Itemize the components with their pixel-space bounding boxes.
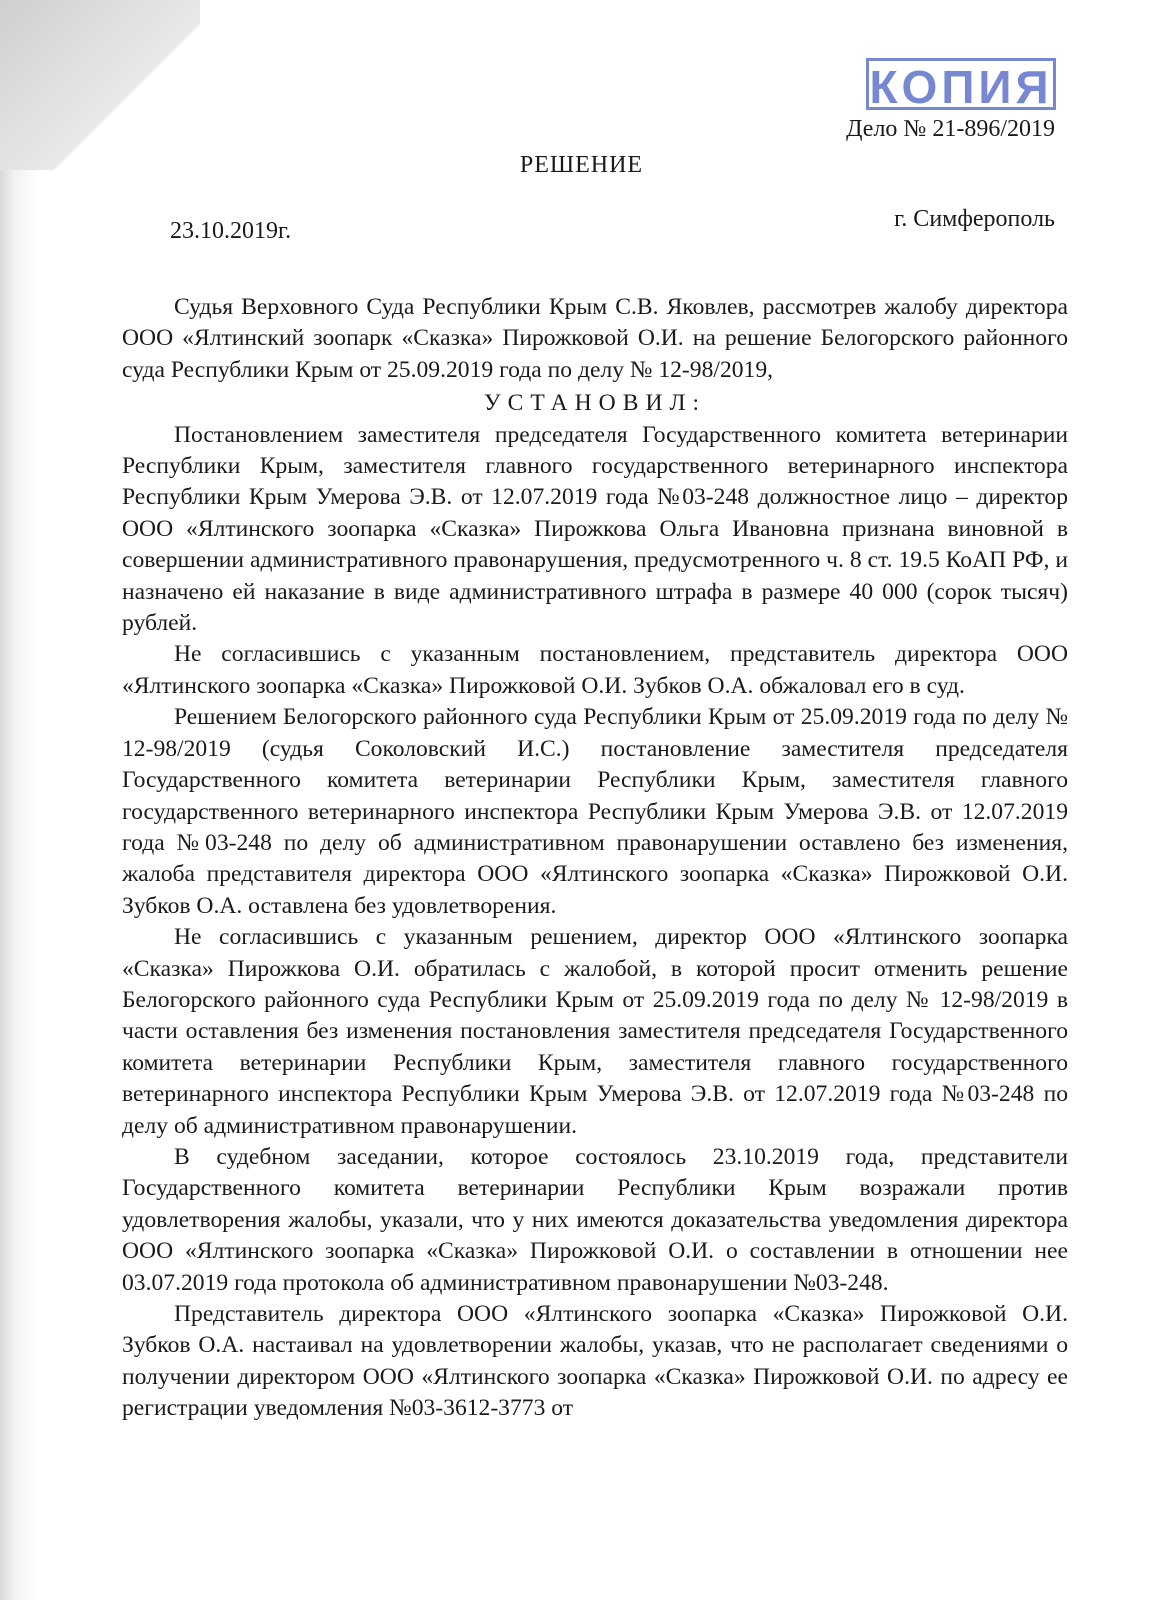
document-body bbox=[122, 292, 1068, 1425]
paragraph-4: Не согласившись с указанным решением, директор ООО «Ялтинского зоопарка «Сказка» Пирожкова О.И. обратилась с жалобой, в которой просит отменить решение Белогорского районного суда Республики Крым от 25.09.2019 года по делу № 12-98/2019 в части оставления без изменения постановления заместителя председателя Государственного комитета ветеринарии Республики Крым, заместителя главного государственного ветеринарного инспектора Республики Крым Умерова Э.В. от 12.07.2019 года №03-248 по делу об административном правонарушении. bbox=[122, 924, 1068, 1139]
paragraph-6: Представитель директора ООО «Ялтинского зоопарка «Сказка» Пирожковой О.И. Зубков О.А. настаивал на удовлетворении жалобы, указав, что не располагает сведениями о получении директором ООО «Ялтинского зоопарка «Сказка» Пирожковой О.И. по адресу ее регистрации уведомления №03-3612-3773 от bbox=[122, 1301, 1068, 1422]
paragraph-5: В судебном заседании, которое состоялось 23.10.2019 года, представители Государственного комитета ветеринарии Республики Крым возражали против удовлетворения жалобы, указали, что у них имеются доказательства уведомления директора ООО «Ялтинского зоопарка «Сказка» Пирожковой О.И. о составлении в отношении нее 03.07.2019 года протокола об административном правонарушении №03-248. bbox=[122, 1143, 1068, 1296]
document-city: г. Симферополь bbox=[894, 206, 1055, 232]
intro-paragraph: Судья Верховного Суда Республики Крым С.В. Яковлев, рассмотрев жалобу директора ООО «Ялтинский зоопарк «Сказка» Пирожковой О.И. на решение Белогорского районного суда Республики Крым от 25.09.2019 года по делу № 12-98/2019, bbox=[122, 294, 1068, 383]
copy-stamp: КОПИЯ bbox=[866, 58, 1056, 110]
case-number: Дело № 21-896/2019 bbox=[846, 116, 1055, 142]
paragraph-2: Не согласившись с указанным постановлением, представитель директора ООО «Ялтинского зоопарка «Сказка» Пирожковой О.И. Зубков О.А. обжаловал его в суд. bbox=[122, 641, 1068, 699]
document-date: 23.10.2019г. bbox=[170, 218, 292, 244]
section-heading: УСТАНОВИЛ: bbox=[483, 390, 707, 417]
document-title: РЕШЕНИЕ bbox=[519, 152, 644, 178]
paragraph-3: Решением Белогорского районного суда Республики Крым от 25.09.2019 года по делу № 12-98/2019 (судья Соколовский И.С.) постановление заместителя председателя Государственного комитета ветеринарии Республики Крым, заместителя главного государственного ветеринарного инспектора Республики Крым Умерова Э.В. от 12.07.2019 года №03-248 по делу об административном правонарушении оставлено без изменения, жалоба представителя директора ООО «Ялтинского зоопарка «Сказка» Пирожковой О.И. Зубков О.А. оставлена без удовлетворения. bbox=[122, 704, 1068, 919]
paragraph-1: Постановлением заместителя председателя Государственного комитета ветеринарии Республики Крым, заместителя главного государственного ветеринарного инспектора Республики Крым Умерова Э.В. от 12.07.2019 года №03-248 должностное лицо – директор ООО «Ялтинского зоопарка «Сказка» Пирожкова Ольга Ивановна признана виновной в совершении административного правонарушения, предусмотренного ч. 8 ст. 19.5 КоАП РФ, и назначено ей наказание в виде административного штрафа в размере 40 000 (сорок тысяч) рублей. bbox=[122, 421, 1068, 637]
folded-corner bbox=[0, 0, 200, 170]
